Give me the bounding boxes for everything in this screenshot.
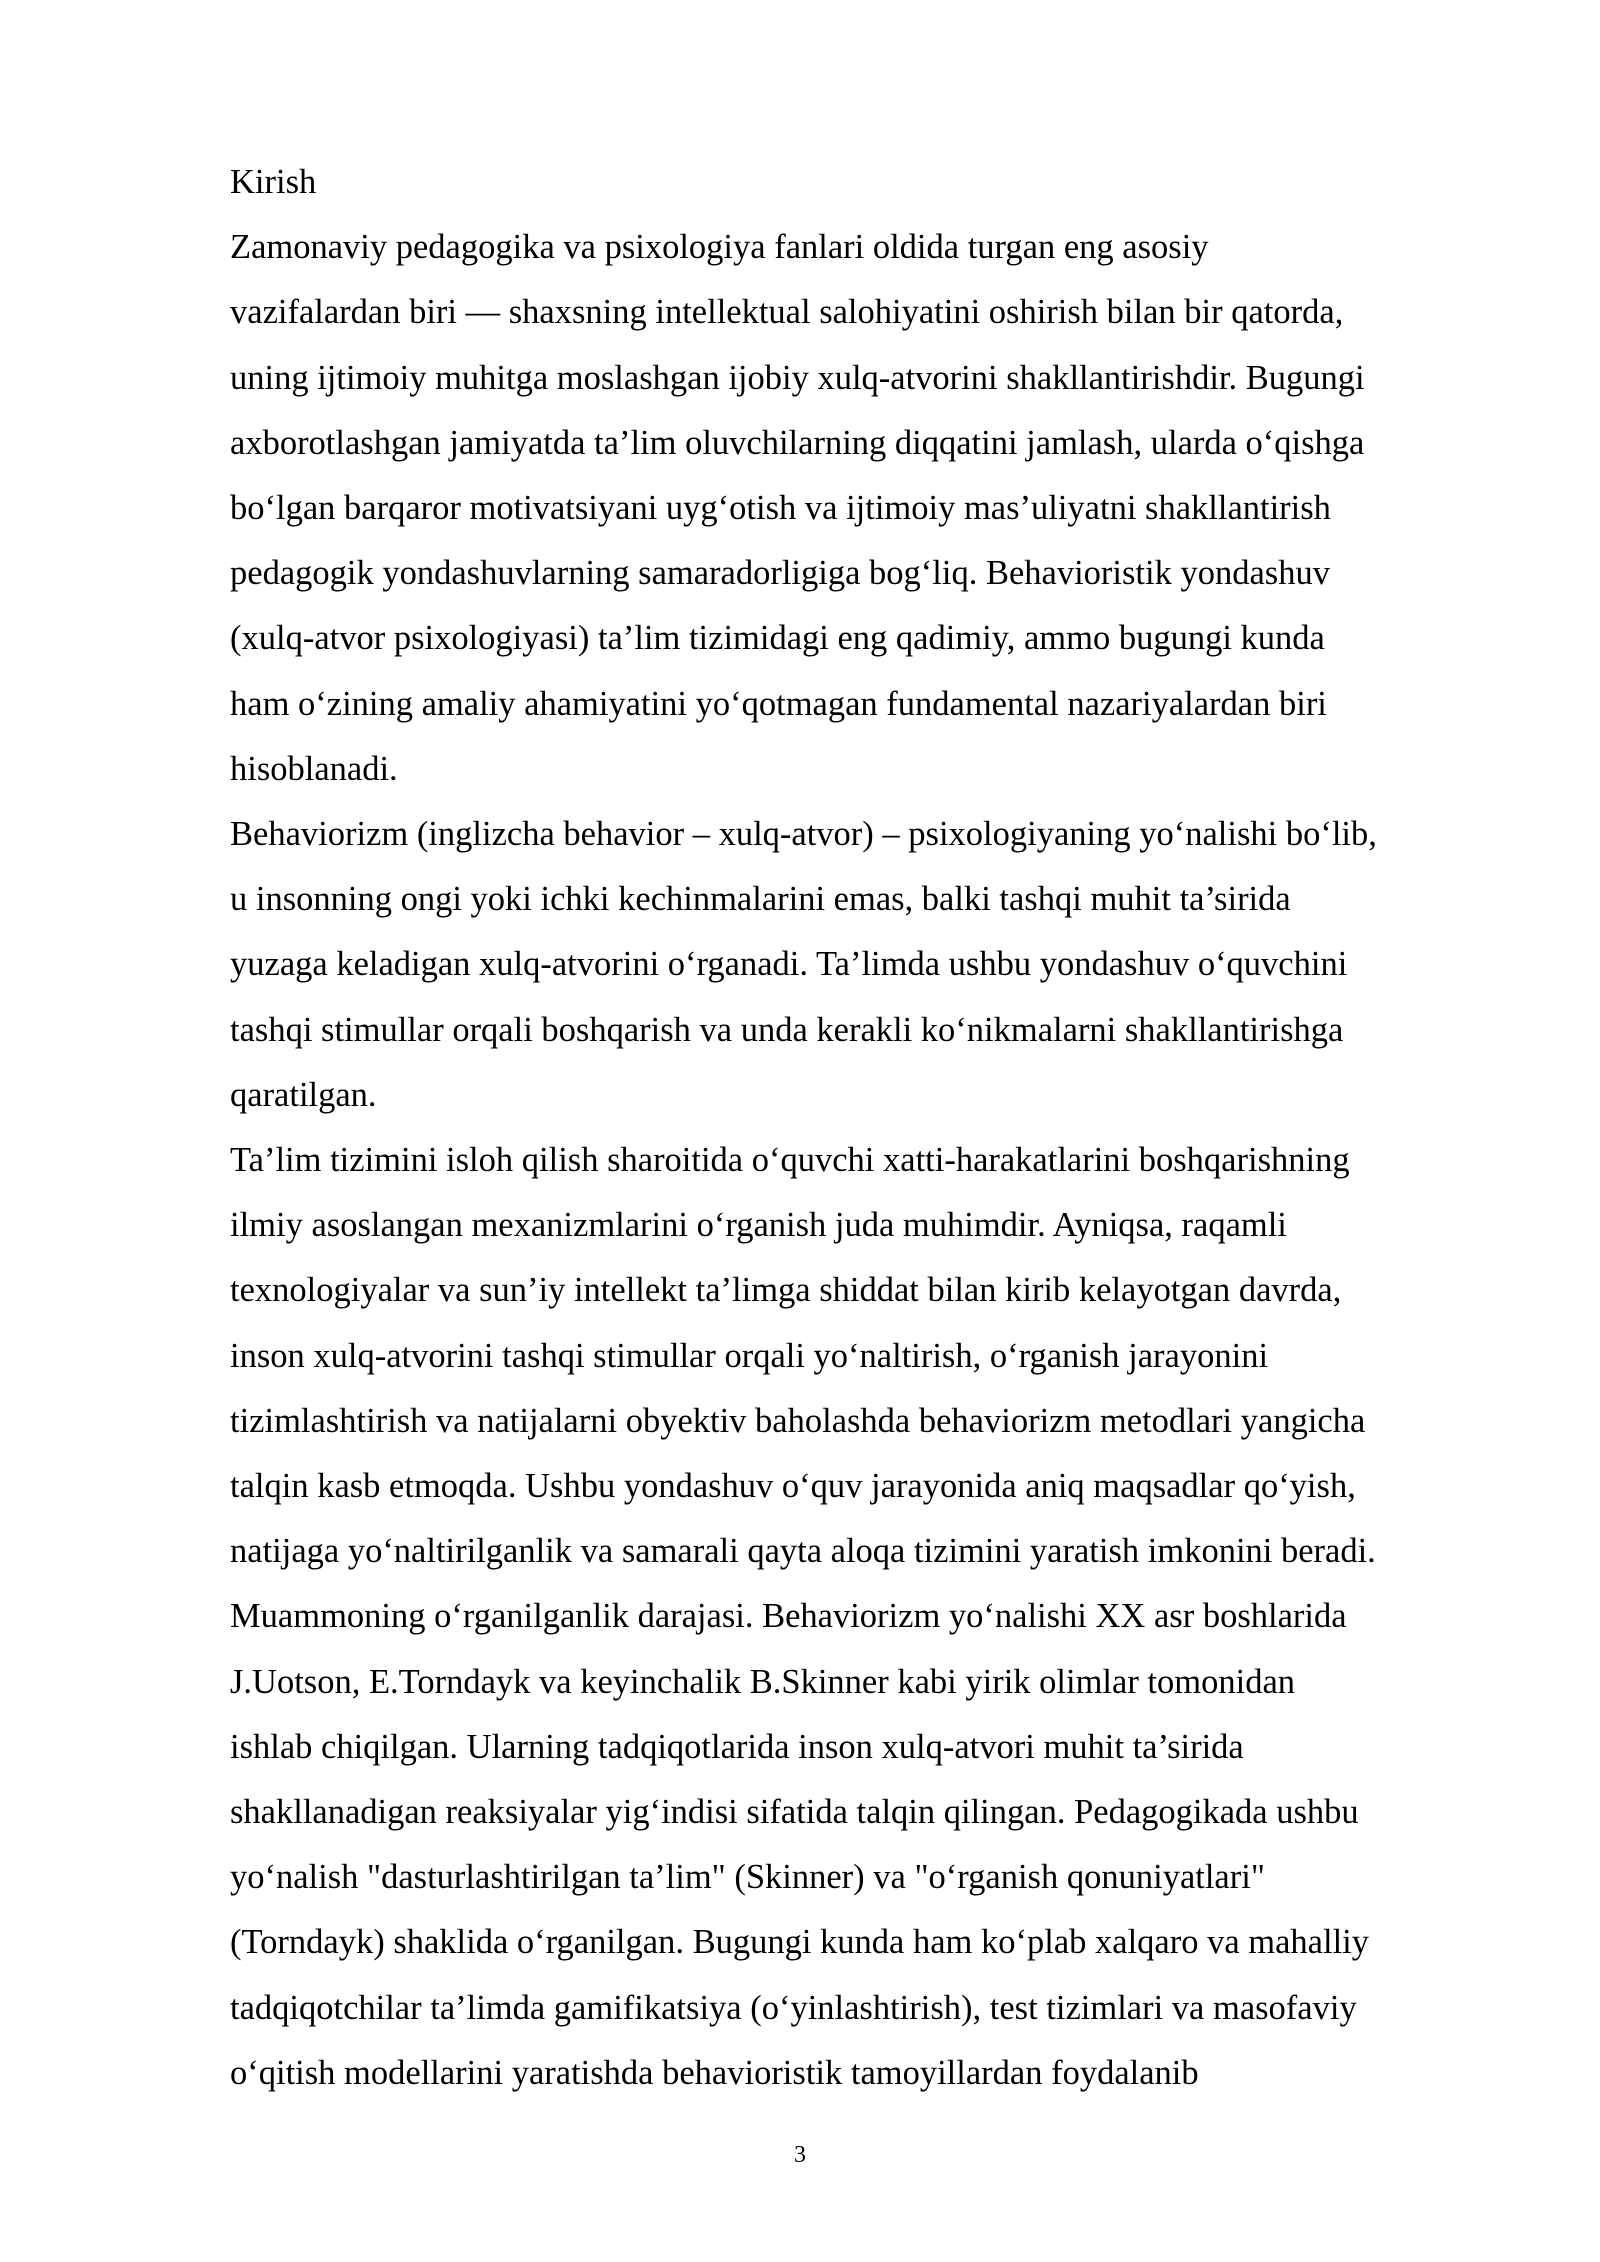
text-line: uning ijtimoiy muhitga moslashgan ijobiy xulq-atvorini shakllantirishdir. Bugungi [230, 358, 1365, 397]
text-line: yuzaga keladigan xulq-atvorini oʻrganadi. Ta’limda ushbu yondashuv oʻquvchini [230, 945, 1348, 984]
text-line: oʻqitish modellarini yaratishda behavioristik tamoyillardan foydalanib [230, 2053, 1199, 2092]
body-text [230, 150, 1505, 2106]
text-line: texnologiyalar va sun’iy intellekt ta’limga shiddat bilan kirib kelayotgan davrda, [230, 1271, 1342, 1310]
section-heading: Kirish [230, 163, 317, 201]
text-line: pedagogik yondashuvlarning samaradorligiga bogʻliq. Behavioristik yondashuv [230, 554, 1330, 593]
text-line: vazifalardan biri — shaxsning intellektual salohiyatini oshirish bilan bir qatorda, [230, 293, 1344, 332]
text-line: Behaviorizm (inglizcha behavior – xulq-atvor) – psixologiyaning yoʻnalishi boʻlib, [230, 815, 1377, 854]
text-line: Muammoning oʻrganilganlik darajasi. Behaviorizm yoʻnalishi XX asr boshlarida [230, 1597, 1347, 1636]
text-line: tashqi stimullar orqali boshqarish va unda kerakli koʻnikmalarni shakllantirishga [230, 1010, 1344, 1049]
text-line: ishlab chiqilgan. Ularning tadqiqotlarida inson xulq-atvori muhit ta’sirida [230, 1727, 1244, 1766]
text-line: axborotlashgan jamiyatda ta’lim oluvchilarning diqqatini jamlash, ularda oʻqishga [230, 423, 1365, 462]
text-line: ilmiy asoslangan mexanizmlarini oʻrganish juda muhimdir. Ayniqsa, raqamli [230, 1206, 1287, 1245]
text-line: shakllanadigan reaksiyalar yigʻindisi sifatida talqin qilingan. Pedagogikada ushbu [230, 1793, 1359, 1832]
text-line: tizimlashtirish va natijalarni obyektiv baholashda behaviorizm metodlari yangicha [230, 1401, 1366, 1440]
text-line: (xulq-atvor psixologiyasi) ta’lim tizimidagi eng qadimiy, ammo bugungi kunda [230, 619, 1325, 658]
text-line: boʻlgan barqaror motivatsiyani uygʻotish va ijtimoiy mas’uliyatni shakllantirish [230, 489, 1331, 528]
text-line: hisoblanadi. [230, 749, 398, 788]
page-number: 3 [794, 2142, 806, 2168]
text-line: u insonning ongi yoki ichki kechinmalarini emas, balki tashqi muhit ta’sirida [230, 880, 1291, 919]
text-line: yoʻnalish "dasturlashtirilgan ta’lim" (Skinner) va "oʻrganish qonuniyatlari" [230, 1858, 1265, 1897]
text-line: ham oʻzining amaliy ahamiyatini yoʻqotmagan fundamental nazariyalardan biri [230, 684, 1327, 723]
text-line: talqin kasb etmoqda. Ushbu yondashuv oʻquv jarayonida aniq maqsadlar qoʻyish, [230, 1467, 1356, 1506]
text-line: tadqiqotchilar ta’limda gamifikatsiya (oʻyinlashtirish), test tizimlari va masofaviy [230, 1988, 1357, 2027]
text-line: (Torndayk) shaklida oʻrganilgan. Bugungi kunda ham koʻplab xalqaro va mahalliy [230, 1923, 1369, 1962]
text-line: natijaga yoʻnaltirilganlik va samarali qayta aloqa tizimini yaratish imkonini beradi. [230, 1532, 1376, 1571]
text-line: qaratilgan. [230, 1075, 377, 1114]
text-line: J.Uotson, E.Torndayk va keyinchalik B.Skinner kabi yirik olimlar tomonidan [230, 1662, 1296, 1701]
text-line: Ta’lim tizimini isloh qilish sharoitida oʻquvchi xatti-harakatlarini boshqarishning [230, 1141, 1350, 1180]
text-line: Zamonaviy pedagogika va psixologiya fanlari oldida turgan eng asosiy [230, 228, 1209, 267]
text-line: inson xulq-atvorini tashqi stimullar orqali yoʻnaltirish, oʻrganish jarayonini [230, 1336, 1269, 1375]
